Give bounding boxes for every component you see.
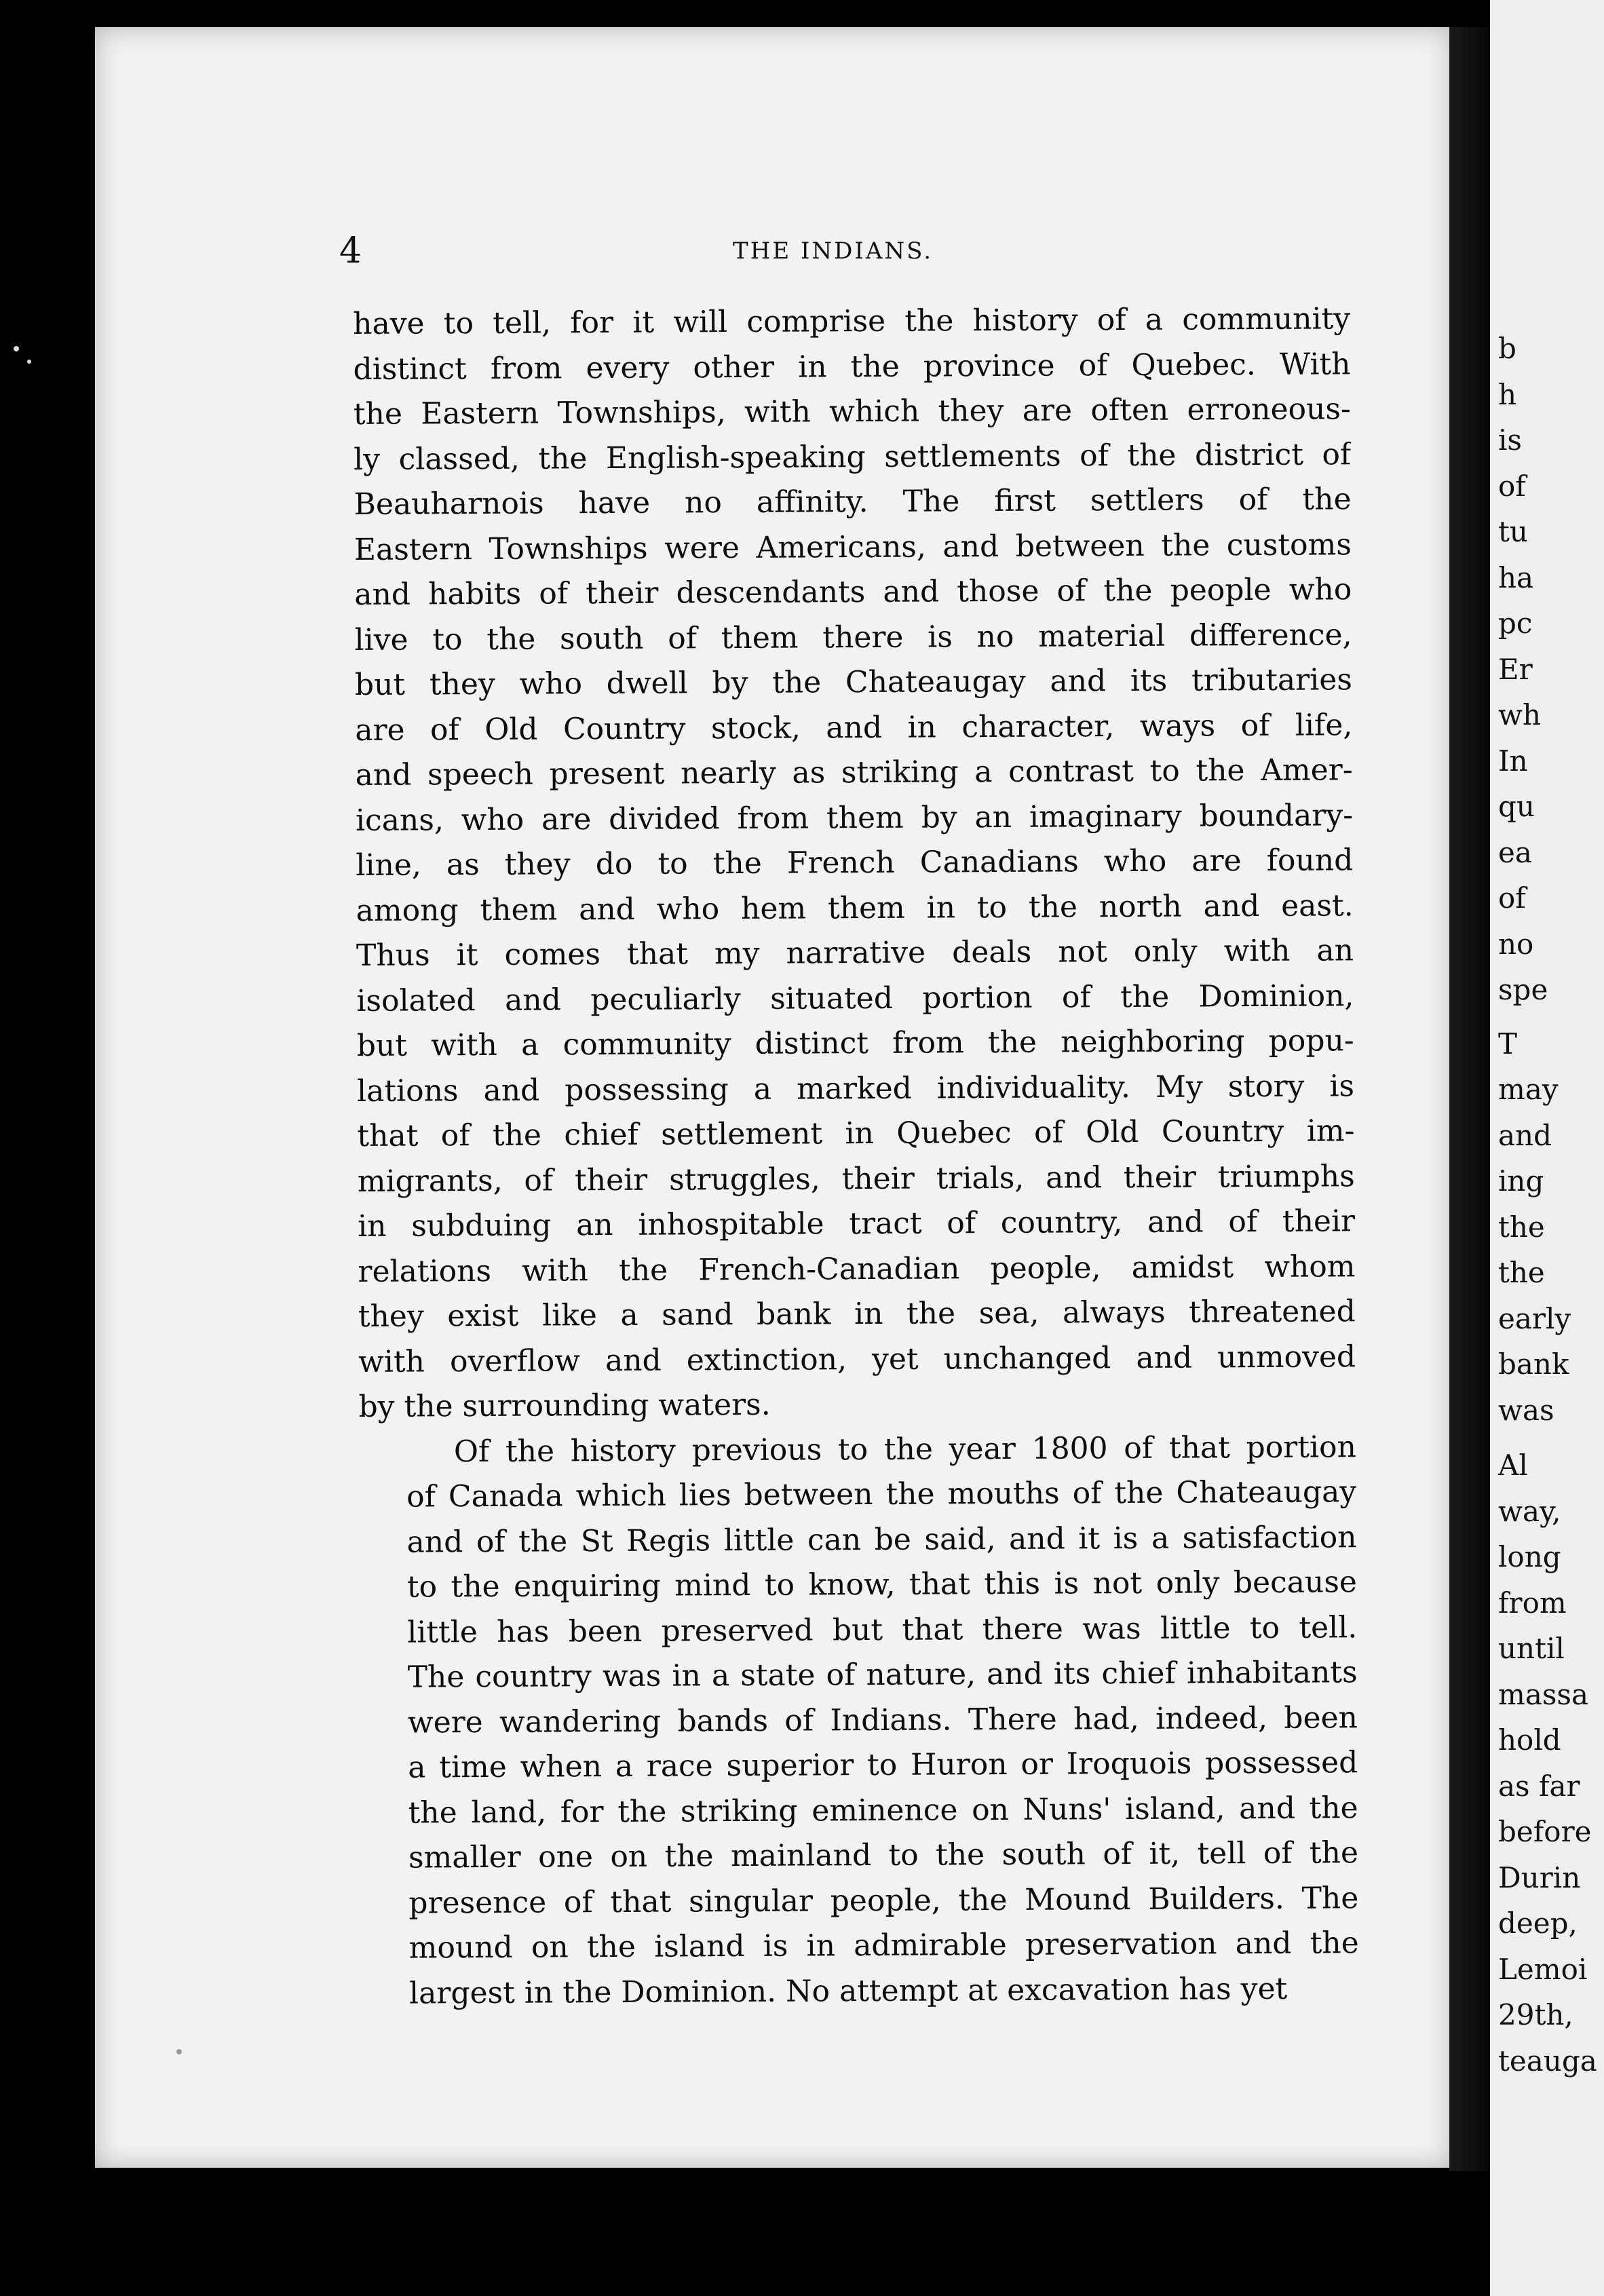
facing-page-line: way, [1498,1494,1561,1528]
text-line: the Eastern Townships, with which they are often erroneous- [353,391,1351,432]
text-line: lations and possessing a marked individuality. My story is [356,1068,1355,1109]
text-line: distinct from every other in the province of Quebec. With [353,346,1351,387]
text-line: ly classed, the English-speaking settlements of the district of [354,436,1352,477]
text-line: presence of that singular people, the Mound Builders. The [408,1880,1359,1921]
paragraph [353,296,1356,1430]
text-line: isolated and peculiarly situated portion of the Dominion, [356,978,1354,1018]
facing-page-line: teauga [1498,2044,1597,2078]
facing-page-line: before [1498,1815,1592,1848]
facing-page-line: long [1498,1540,1561,1573]
text-line: largest in the Dominion. No attempt at excavation has yet [408,1971,1288,2011]
page-number: 4 [339,231,362,271]
facing-page-line: b [1498,332,1516,365]
text-line: migrants, of their struggles, their trials, and their triumphs [357,1158,1355,1199]
text-line: live to the south of them there is no material difference, [354,617,1352,657]
text-line: smaller one on the mainland to the south of it, tell of the [408,1835,1359,1875]
facing-page-line: 29th, [1498,1998,1573,2031]
paragraph [359,1425,1360,2016]
body-text [353,296,1359,2016]
facing-page-line: qu [1498,790,1535,823]
facing-page-line: massa [1498,1677,1589,1711]
dust-speck [27,360,31,364]
facing-page-line: of [1498,881,1526,915]
text-line: they exist like a sand bank in the sea, always threatened [358,1294,1356,1334]
dust-speck [176,2049,182,2054]
facing-page-line: hold [1498,1723,1561,1757]
text-line: by the surrounding waters. [358,1387,771,1424]
text-line: and habits of their descendants and those of the people who [354,572,1352,612]
text-line: Eastern Townships were Americans, and between the customs [354,527,1352,567]
text-line: Beauharnois have no affinity. The first settlers of the [354,482,1352,522]
facing-page-line: deep, [1498,1907,1578,1940]
facing-page-line: T [1498,1027,1518,1060]
text-line: and of the St Regis little can be said, and it is a satisfaction [406,1519,1357,1560]
facing-page-line: ea [1498,835,1532,869]
facing-page-line: was [1498,1393,1554,1427]
text-line: line, as they do to the French Canadians who are found [356,843,1354,883]
text-line: Of the history previous to the year 1800 of that portion [453,1429,1356,1469]
text-line: The country was in a state of nature, and its chief inhabitants [407,1655,1358,1695]
text-line: that of the chief settlement in Quebec of Old Country im- [357,1113,1355,1153]
text-line: are of Old Country stock, and in character, ways of life, [355,707,1353,748]
facing-page-line: ha [1498,560,1534,594]
book-gutter [1449,27,1493,2171]
dust-speck [14,346,19,351]
facing-page-line: the [1498,1210,1545,1244]
facing-page-line: ing [1498,1164,1544,1198]
facing-page-line: is [1498,423,1522,457]
facing-page-text [1498,326,1604,2084]
text-line: to the enquiring mind to know, that this is not only because [406,1565,1358,1605]
text-line: mound on the island is in admirable preservation and the [408,1926,1359,1966]
text-line: Thus it comes that my narrative deals not only with an [356,933,1354,973]
text-line: with overflow and extinction, yet unchanged and unmoved [358,1339,1356,1379]
facing-page-line: Er [1498,652,1533,686]
facing-page-line: Al [1498,1449,1528,1482]
text-line: of Canada which lies between the mouths of the Chateaugay [406,1474,1357,1514]
facing-page-line: spe [1498,973,1548,1006]
facing-page-line: and [1498,1118,1552,1152]
facing-page-line: may [1498,1073,1559,1106]
text-line: in subduing an inhospitable tract of country, and of their [358,1204,1356,1244]
facing-page-line: tu [1498,515,1528,548]
text-line: a time when a race superior to Huron or Iroquois possessed [408,1745,1358,1785]
facing-page-line: until [1498,1632,1565,1665]
facing-page-line: as far [1498,1769,1580,1803]
facing-page-line: Durin [1498,1860,1581,1894]
text-line: were wandering bands of Indians. There had, indeed, been [407,1700,1358,1740]
text-line: but they who dwell by the Chateaugay and its tributaries [354,662,1353,702]
running-title: THE INDIANS. [733,237,934,265]
text-line: relations with the French-Canadian people, amidst whom [358,1248,1356,1289]
facing-page-line: bank [1498,1347,1569,1381]
text-line: have to tell, for it will comprise the history of a community [353,301,1351,341]
facing-page-line: early [1498,1301,1571,1335]
text-line: but with a community distinct from the neighboring popu- [356,1023,1354,1063]
text-line: little has been preserved but that there was little to tell. [407,1609,1358,1650]
facing-page-line: no [1498,927,1534,961]
facing-page-line: h [1498,377,1517,411]
text-line: and speech present nearly as striking a contrast to the Amer- [355,752,1353,792]
facing-page-line: wh [1498,698,1541,731]
facing-page-line: of [1498,469,1526,503]
text-line: the land, for the striking eminence on Nuns' island, and the [408,1790,1358,1831]
facing-page-line: the [1498,1256,1545,1289]
facing-page-line: from [1498,1586,1567,1620]
facing-page-line: pc [1498,607,1533,640]
text-line: icans, who are divided from them by an imaginary boundary- [355,797,1354,838]
facing-page-line: Lemoi [1498,1952,1588,1986]
facing-page-line: In [1498,744,1528,778]
text-line: among them and who hem them in to the north and east. [356,887,1354,928]
